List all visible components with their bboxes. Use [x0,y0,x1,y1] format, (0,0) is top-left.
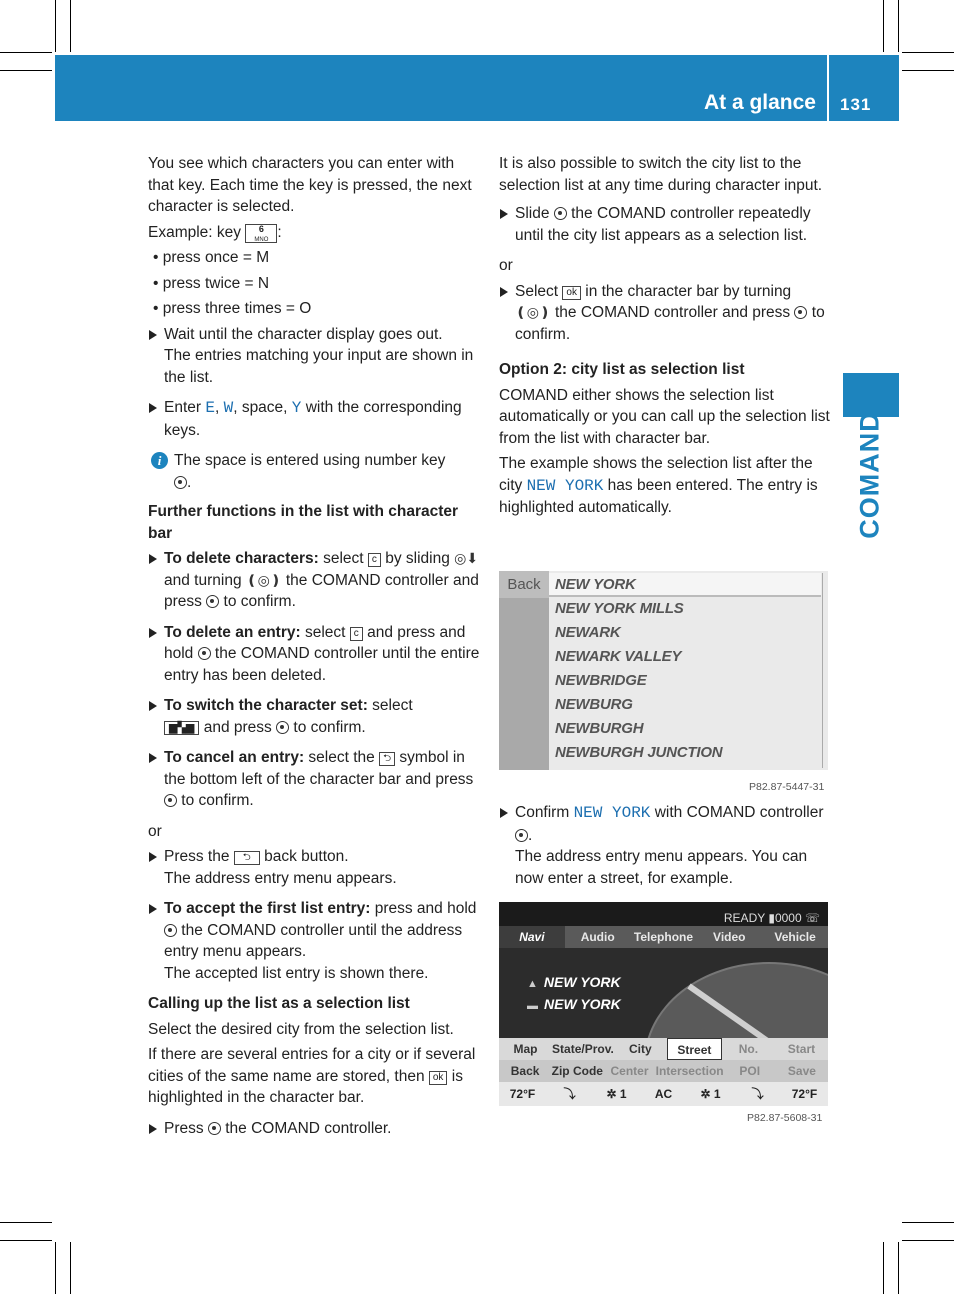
turn-controller-icon: ❪◎❫ [515,304,551,320]
menu-item: Audio [580,930,615,944]
right-column [499,153,831,523]
step-press-back: Press the ⮌ back button. The address entry menu appears. [148,846,480,889]
press-controller-icon [164,794,177,807]
menu-item: Vehicle [774,930,816,944]
intro-text: You see which characters you can enter with that key. Each time the key is pressed, the next character is selected. [148,155,472,215]
bar-item: State/Prov. [552,1042,614,1056]
address-bar [499,1038,828,1060]
crop-mark [0,1222,52,1223]
press-controller-icon [198,647,211,660]
step-press-controller: Press the COMAND controller. [148,1118,480,1140]
step-cancel-entry: To cancel an entry: select the ⮌ symbol in the bottom left of the character bar and press to confirm. [148,747,480,812]
crop-mark [0,70,52,71]
or-text: or [499,257,513,274]
crop-mark [902,70,954,71]
image-caption: P82.87-5447-31 [749,781,825,793]
list-item: NEWARK VALLEY [555,648,682,665]
press-list [148,247,480,320]
address-entry-screenshot [499,902,828,1106]
page-number: 131 [840,95,872,114]
function-bar [499,1060,828,1082]
step-confirm: Confirm NEW YORK with COMAND controller . The address entry menu appears. You can now enter a street, for example. [499,802,831,889]
fan-icon: ✲ 1 [606,1087,627,1101]
functions-heading: Further functions in the list with character bar [148,503,459,542]
back-column [499,571,549,770]
list-item: NEWARK [555,624,621,641]
crop-mark [883,1242,884,1294]
seat-icon: ⤵ [563,1087,576,1101]
zero-key-icon [174,476,187,489]
press-controller-icon [164,924,177,937]
seat-icon: ⤵ [751,1087,764,1101]
step-wait: Wait until the character display goes out. The entries matching your input are shown in the list. [148,324,480,389]
press-controller-icon [208,1122,221,1135]
header-separator [827,55,829,121]
crop-mark [70,1242,71,1294]
step-delete-characters: To delete characters: select c by sliding ◎⬇ and turning ❪◎❫ the COMAND controller and press to confirm. [148,548,480,613]
step-enter: Enter E, W, space, Y with the corresponding keys. [148,397,480,441]
list-item: • press twice = N [153,274,270,292]
crop-mark [70,0,71,52]
clear-key-icon: c [350,627,363,641]
step-accept-first: To accept the first list entry: press and hold the COMAND controller until the address entry menu appears. The accepted list entry is shown there. [148,898,480,984]
calling-text: Select the desired city from the selection list. [148,1020,454,1038]
climate-item: AC [654,1087,673,1101]
menu-item: Navi [499,926,565,948]
map-area [499,948,828,1038]
bar-item: Zip Code [551,1064,603,1078]
bar-item: Map [513,1042,538,1056]
climate-item: 72°F [509,1087,536,1101]
bar-item: Intersection [655,1064,724,1078]
example-line: Example: key 6 MNO : [148,223,282,243]
bar-item: Start [787,1042,816,1056]
address-entry: ▲ NEW YORK [527,974,621,990]
confirm-block [499,802,831,898]
image-caption: P82.87-5608-31 [747,1112,823,1124]
several-text: If there are several entries for a city or if several cities of the same name are stored, then ok is highlighted in the character bar. [148,1046,476,1106]
example-text: The example shows the selection list after the city NEW YORK has been entered. The entry is highlighted automatically. [499,455,818,516]
chapter-label: COMAND [854,411,885,539]
crop-mark [0,1240,52,1241]
list-item: NEWBURGH JUNCTION [555,744,723,761]
list-item: • press three times = O [153,300,312,317]
fan-icon: ✲ 1 [700,1087,721,1101]
option2-heading: Option 2: city list as selection list [499,361,745,378]
bar-item: Center [610,1064,649,1078]
back-label: Back [499,571,549,598]
list-item: • press once = M [153,249,270,266]
section-title: At a glance [703,91,816,114]
list-item: NEWBRIDGE [555,672,647,689]
scrollbar [822,573,826,768]
slide-down-icon: ◎⬇ [454,550,479,566]
city-selection-list-screenshot [499,571,828,770]
address-entry: ▬ NEW YORK [527,996,621,1012]
ok-key-icon: ok [429,1071,448,1085]
info-note: i The space is entered using number key . [148,450,480,493]
crop-mark [883,0,884,52]
step-slide: Slide the COMAND controller repeatedly until the city list appears as a selection list. [499,203,831,246]
press-controller-icon [554,207,567,220]
flag-icon: ▬ [527,1000,538,1012]
or-text: or [148,822,162,840]
main-menu [499,926,828,948]
switch-text: It is also possible to switch the city list to the selection list at any time during character input. [499,155,823,194]
option2-text: COMAND either shows the selection list automatically or you can call up the selection list from the list with character bar. [499,386,830,447]
crop-mark [898,1242,899,1294]
crop-mark [55,0,56,52]
info-icon: i [151,452,168,469]
climate-bar [499,1082,828,1106]
left-column [148,153,480,1148]
crop-mark [898,0,899,52]
crop-mark [902,52,954,53]
crop-mark [0,52,52,53]
press-controller-icon [794,306,807,319]
menu-item: Video [713,930,746,944]
step-switch-set: To switch the character set: select ▆▚▆ and press to confirm. [148,695,480,738]
ok-key-icon: ok [562,286,581,300]
bar-item: Back [510,1064,540,1078]
list-item: NEWBURG [555,696,633,713]
step-select-ok: Select ok in the character bar by turning ❪◎❫ the COMAND controller and press to confirm. [499,281,831,346]
bar-item-selected: Street [667,1038,722,1060]
bar-item: POI [739,1064,761,1078]
back-button-icon: ⮌ [234,851,260,865]
clear-key-icon: c [368,553,381,567]
press-controller-icon [515,829,528,842]
step-delete-entry: To delete an entry: select c and press and hold the COMAND controller until the entire entry has been deleted. [148,622,480,687]
press-controller-icon [276,721,289,734]
back-symbol-icon: ⮌ [379,752,395,766]
bar-item: Save [787,1064,816,1078]
key-6-icon: 6 MNO [245,224,277,243]
calling-heading: Calling up the list as a selection list [148,995,410,1012]
turn-controller-icon: ❪◎❫ [245,571,282,588]
crop-mark [902,1240,954,1241]
list-item: NEWBURGH [555,720,644,737]
city-icon: ▲ [527,978,538,990]
list-item: NEW YORK MILLS [555,600,684,617]
climate-item: 72°F [791,1087,818,1101]
press-controller-icon [206,595,219,608]
list-item-highlighted: NEW YORK [549,573,821,597]
menu-item: Telephone [633,930,694,944]
crop-mark [902,1222,954,1223]
character-set-icon: ▆▚▆ [164,721,199,735]
status-bar: READY ▮0000 ☏ [723,911,820,925]
bar-item: No. [738,1042,759,1056]
crop-mark [55,1242,56,1294]
bar-item: City [629,1042,652,1056]
